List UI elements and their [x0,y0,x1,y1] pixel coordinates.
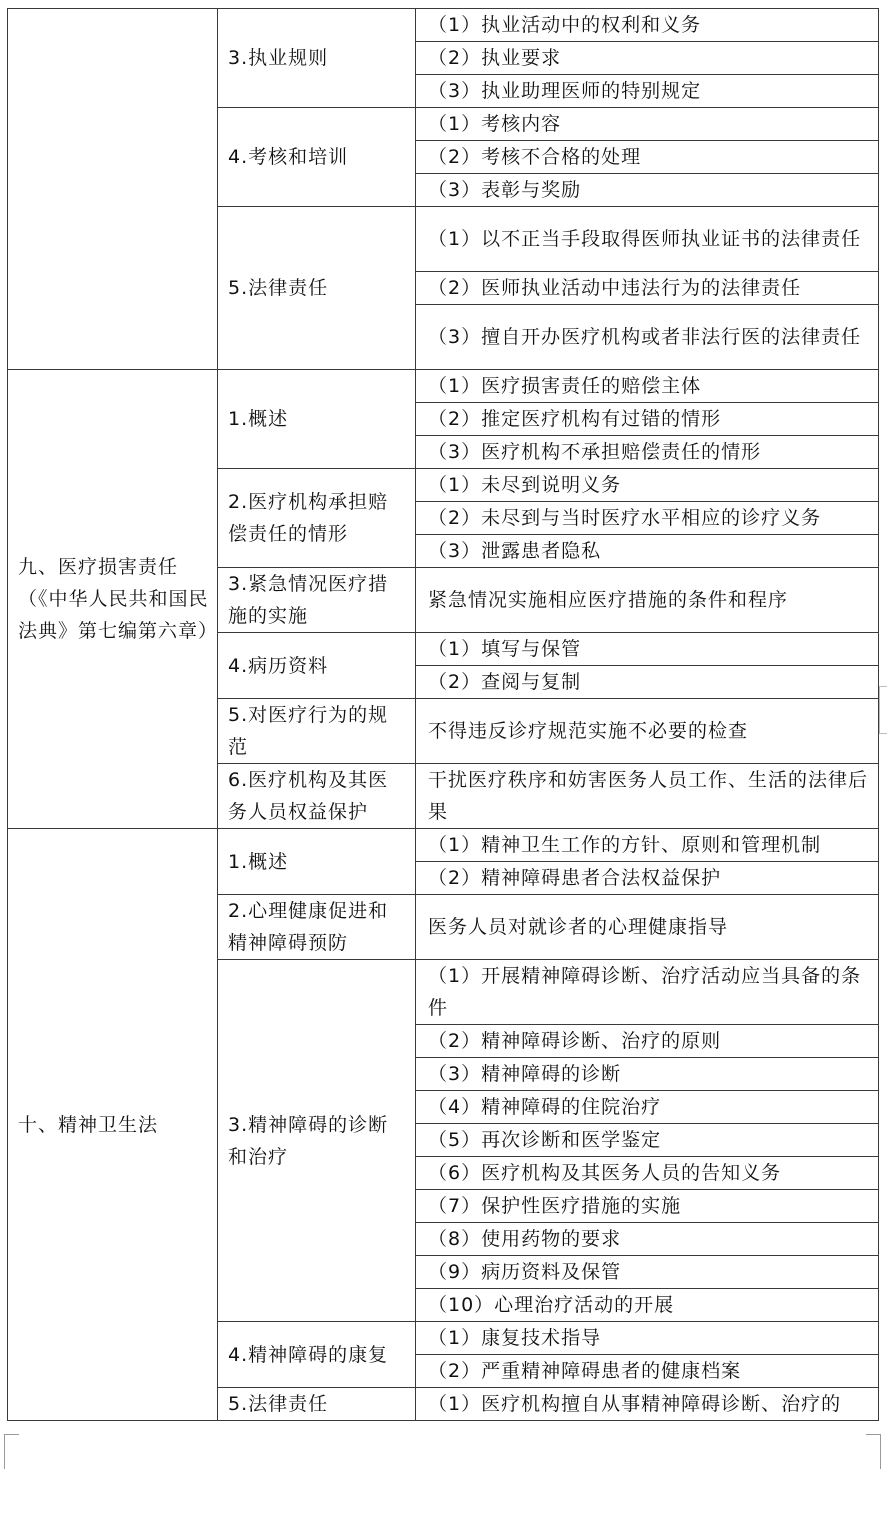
topic-cell [218,633,416,699]
topic-cell [218,568,416,633]
point-cell [416,1157,879,1190]
section-title: 十、精神卫生法 [18,1113,159,1136]
point-text: （2）严重精神障碍患者的健康档案 [428,1360,742,1382]
point-cell [416,1025,879,1058]
point-text: （6）医疗机构及其医务人员的告知义务 [428,1162,782,1184]
point-cell [416,633,879,666]
point-cell [416,469,879,502]
topic-cell [218,9,416,108]
point-text: （3）表彰与奖励 [428,179,582,201]
topic-label: 5.法律责任 [228,1393,329,1415]
page-edge-mark [879,686,887,734]
point-cell [416,1091,879,1124]
point-text: （10）心理治疗活动的开展 [428,1294,675,1316]
point-cell [416,9,879,42]
topic-label: 4.考核和培训 [228,146,349,168]
point-cell [416,1289,879,1322]
point-cell [416,535,879,568]
point-text: （9）病历资料及保管 [428,1261,622,1283]
topic-label: 4.精神障碍的康复 [228,1343,389,1366]
topic-cell [218,829,416,895]
point-cell [416,1322,879,1355]
point-cell [416,862,879,895]
topic-label: 1.概述 [228,408,289,430]
point-cell [416,895,879,960]
point-text: 医务人员对就诊者的心理健康指导 [428,916,729,938]
point-text: 紧急情况实施相应医疗措施的条件和程序 [428,589,789,611]
section-title-cell [8,829,218,1421]
point-text: （3）精神障碍的诊断 [428,1063,622,1085]
point-text: （2）推定医疗机构有过错的情形 [428,408,722,430]
point-cell [416,436,879,469]
topic-cell [218,207,416,370]
point-text: 干扰医疗秩序和妨害医务人员工作、生活的法律后果 [428,769,869,823]
point-text: （1）康复技术指导 [428,1327,602,1349]
point-text: （4）精神障碍的住院治疗 [428,1096,662,1118]
point-text: （2）精神障碍患者合法权益保护 [428,867,722,889]
point-text: （1）填写与保管 [428,638,582,660]
point-cell [416,272,879,305]
topic-cell [218,469,416,568]
point-text: （2）医师执业活动中违法行为的法律责任 [428,277,802,299]
point-cell [416,75,879,108]
section-title: 九、医疗损害责任（《中华人民共和国民法典》第七编第六章） [18,556,219,642]
point-text: （1）考核内容 [428,113,562,135]
point-cell [416,1355,879,1388]
point-cell [416,370,879,403]
topic-label: 3.精神障碍的诊断和治疗 [228,1113,389,1168]
point-cell [416,568,879,633]
point-text: （3）泄露患者隐私 [428,540,602,562]
point-text: （2）考核不合格的处理 [428,146,642,168]
table-row [8,829,879,862]
point-text: （1）医疗机构擅自从事精神障碍诊断、治疗的 [428,1393,842,1415]
topic-cell [218,895,416,960]
point-text: （1）开展精神障碍诊断、治疗活动应当具备的条件 [428,965,862,1019]
point-cell [416,141,879,174]
point-cell [416,1388,879,1421]
point-cell [416,666,879,699]
point-cell [416,207,879,272]
point-text: （1）医疗损害责任的赔偿主体 [428,375,702,397]
point-text: （3）医疗机构不承担赔偿责任的情形 [428,441,762,463]
topic-label: 3.执业规则 [228,47,329,69]
page-corner-mark-left [4,1434,19,1469]
point-cell [416,403,879,436]
section-title-cell [8,9,218,370]
table-row [8,370,879,403]
point-text: （1）以不正当手段取得医师执业证书的法律责任 [428,228,862,250]
topic-label: 6.医疗机构及其医务人员权益保护 [228,769,389,823]
topic-cell [218,370,416,469]
point-text: （3）擅自开办医疗机构或者非法行医的法律责任 [428,326,862,348]
point-text: （2）执业要求 [428,47,562,69]
point-cell [416,305,879,370]
point-text: （8）使用药物的要求 [428,1228,622,1250]
point-cell [416,42,879,75]
point-cell [416,1058,879,1091]
topic-cell [218,699,416,764]
topic-label: 2.医疗机构承担赔偿责任的情形 [228,491,389,545]
point-text: 不得违反诊疗规范实施不必要的检查 [428,720,749,742]
section-title-cell [8,370,218,829]
topic-cell [218,764,416,829]
point-cell [416,764,879,829]
point-cell [416,1256,879,1289]
point-cell [416,108,879,141]
point-cell [416,960,879,1025]
topic-label: 5.对医疗行为的规范 [228,704,389,758]
point-text: （1）精神卫生工作的方针、原则和管理机制 [428,834,822,856]
point-text: （2）精神障碍诊断、治疗的原则 [428,1030,722,1052]
point-text: （1）未尽到说明义务 [428,474,622,496]
topic-cell [218,960,416,1322]
point-cell [416,174,879,207]
topic-label: 1.概述 [228,850,289,873]
point-cell [416,1223,879,1256]
point-cell [416,829,879,862]
point-cell [416,699,879,764]
topic-cell [218,108,416,207]
topic-label: 5.法律责任 [228,277,329,299]
topic-label: 4.病历资料 [228,654,329,677]
table-row [8,9,879,42]
point-text: （2）查阅与复制 [428,671,582,693]
topic-label: 2.心理健康促进和精神障碍预防 [228,900,389,954]
topic-label: 3.紧急情况医疗措施的实施 [228,573,389,627]
topic-cell [218,1322,416,1388]
point-text: （3）执业助理医师的特别规定 [428,80,702,102]
page-corner-mark-right [866,1434,881,1469]
syllabus-table [7,8,879,1421]
point-cell [416,1190,879,1223]
point-text: （5）再次诊断和医学鉴定 [428,1129,662,1151]
point-text: （7）保护性医疗措施的实施 [428,1195,682,1217]
syllabus-table-body [8,9,879,1421]
point-cell [416,1124,879,1157]
point-text: （1）执业活动中的权利和义务 [428,14,702,36]
topic-cell [218,1388,416,1421]
point-text: （2）未尽到与当时医疗水平相应的诊疗义务 [428,507,822,529]
point-cell [416,502,879,535]
